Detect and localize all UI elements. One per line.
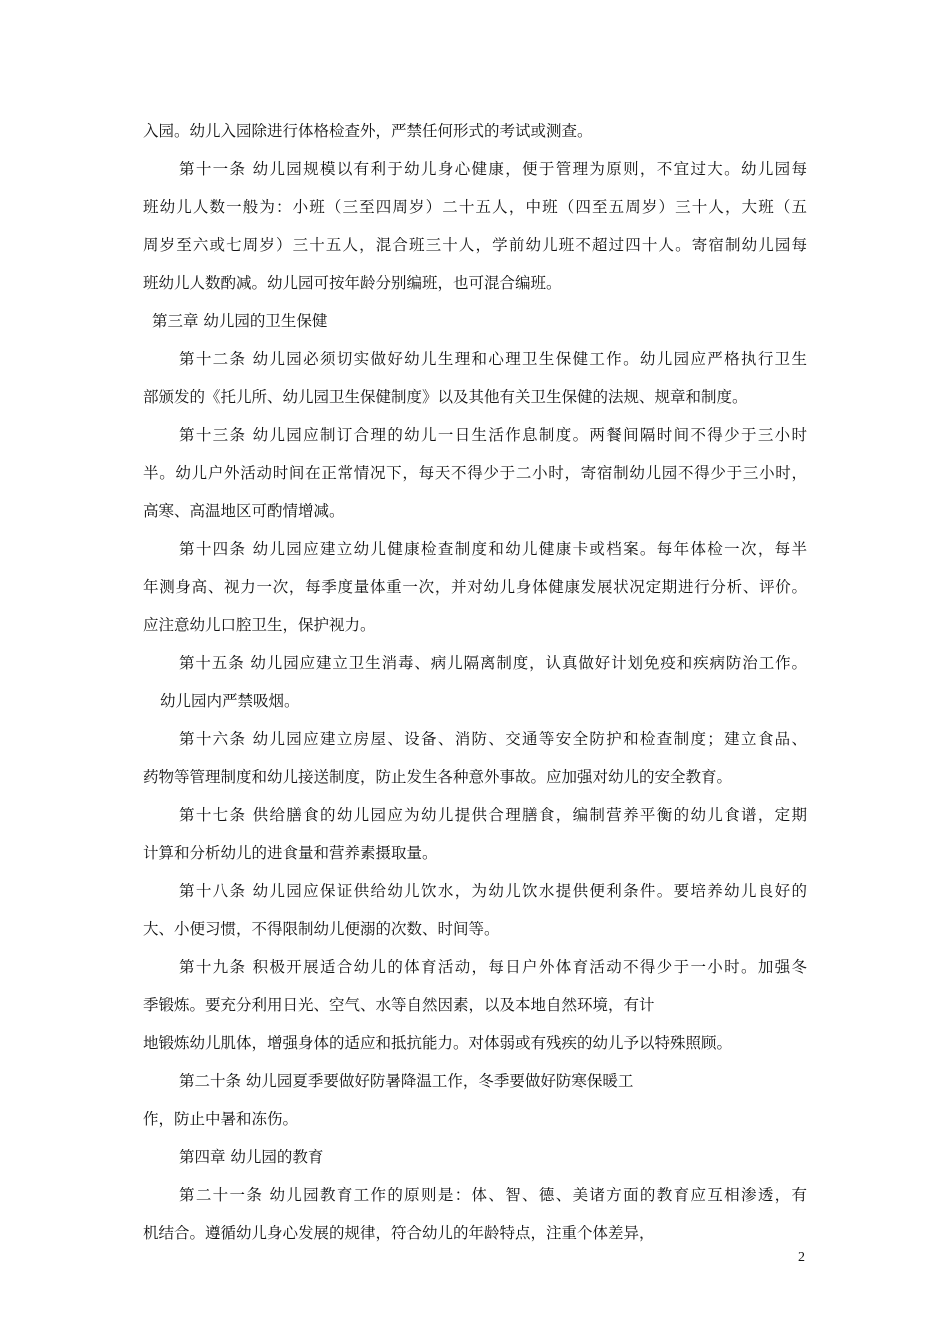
article-16-line: 第十六条 幼儿园应建立房屋、设备、消防、交通等安全防护和检查制度；建立食品、 — [179, 730, 807, 748]
text-line: 季锻炼。要充分利用日光、空气、水等自然因素，以及本地自然环境，有计 — [143, 996, 655, 1014]
text-line: 机结合。遵循幼儿身心发展的规律，符合幼儿的年龄特点，注重个体差异， — [143, 1224, 655, 1242]
article-15-line: 第十五条 幼儿园应建立卫生消毒、病儿隔离制度，认真做好计划免疫和疾病防治工作。 — [179, 654, 807, 672]
chapter-3-heading: 第三章 幼儿园的卫生保健 — [152, 312, 328, 330]
text-line: 周岁至六或七周岁）三十五人，混合班三十人，学前幼儿班不超过四十人。寄宿制幼儿园每 — [143, 236, 807, 254]
article-19-line: 第十九条 积极开展适合幼儿的体育活动，每日户外体育活动不得少于一小时。加强冬 — [179, 958, 807, 976]
text-line: 大、小便习惯，不得限制幼儿便溺的次数、时间等。 — [143, 920, 500, 938]
article-21-line: 第二十一条 幼儿园教育工作的原则是：体、智、德、美诸方面的教育应互相渗透，有 — [179, 1186, 807, 1204]
text-line: 年测身高、视力一次，每季度量体重一次，并对幼儿身体健康发展状况定期进行分析、评价。 — [143, 578, 807, 596]
article-14-line: 第十四条 幼儿园应建立幼儿健康检查制度和幼儿健康卡或档案。每年体检一次，每半 — [179, 540, 807, 558]
text-line: 药物等管理制度和幼儿接送制度，防止发生各种意外事故。应加强对幼儿的安全教育。 — [143, 768, 733, 786]
page-number: 2 — [798, 1250, 805, 1265]
article-11-line: 第十一条 幼儿园规模以有利于幼儿身心健康，便于管理为原则，不宜过大。幼儿园每 — [179, 160, 807, 178]
text-line: 计算和分析幼儿的进食量和营养素摄取量。 — [143, 844, 438, 862]
article-13-line: 第十三条 幼儿园应制订合理的幼儿一日生活作息制度。两餐间隔时间不得少于三小时 — [179, 426, 807, 444]
text-line: 部颁发的《托儿所、幼儿园卫生保健制度》以及其他有关卫生保健的法规、规章和制度。 — [143, 388, 748, 406]
article-18-line: 第十八条 幼儿园应保证供给幼儿饮水，为幼儿饮水提供便利条件。要培养幼儿良好的 — [179, 882, 807, 900]
text-line: 地锻炼幼儿肌体，增强身体的适应和抵抗能力。对体弱或有残疾的幼儿予以特殊照顾。 — [143, 1034, 733, 1052]
article-12-line: 第十二条 幼儿园必须切实做好幼儿生理和心理卫生保健工作。幼儿园应严格执行卫生 — [179, 350, 807, 368]
article-20-line: 第二十条 幼儿园夏季要做好防暑降温工作，冬季要做好防寒保暖工 — [179, 1072, 634, 1090]
text-line: 入园。幼儿入园除进行体格检查外，严禁任何形式的考试或测查。 — [143, 122, 593, 140]
text-line: 班幼儿人数酌减。幼儿园可按年龄分别编班，也可混合编班。 — [143, 274, 562, 292]
text-line: 幼儿园内严禁吸烟。 — [160, 692, 300, 710]
text-line: 班幼儿人数一般为：小班（三至四周岁）二十五人，中班（四至五周岁）三十人，大班（五 — [143, 198, 807, 216]
text-line: 应注意幼儿口腔卫生，保护视力。 — [143, 616, 376, 634]
chapter-4-heading: 第四章 幼儿园的教育 — [179, 1148, 324, 1166]
text-line: 半。幼儿户外活动时间在正常情况下，每天不得少于二小时，寄宿制幼儿园不得少于三小时， — [143, 464, 807, 482]
article-17-line: 第十七条 供给膳食的幼儿园应为幼儿提供合理膳食，编制营养平衡的幼儿食谱，定期 — [179, 806, 807, 824]
text-line: 作，防止中暑和冻伤。 — [143, 1110, 299, 1128]
text-line: 高寒、高温地区可酌情增减。 — [143, 502, 345, 520]
